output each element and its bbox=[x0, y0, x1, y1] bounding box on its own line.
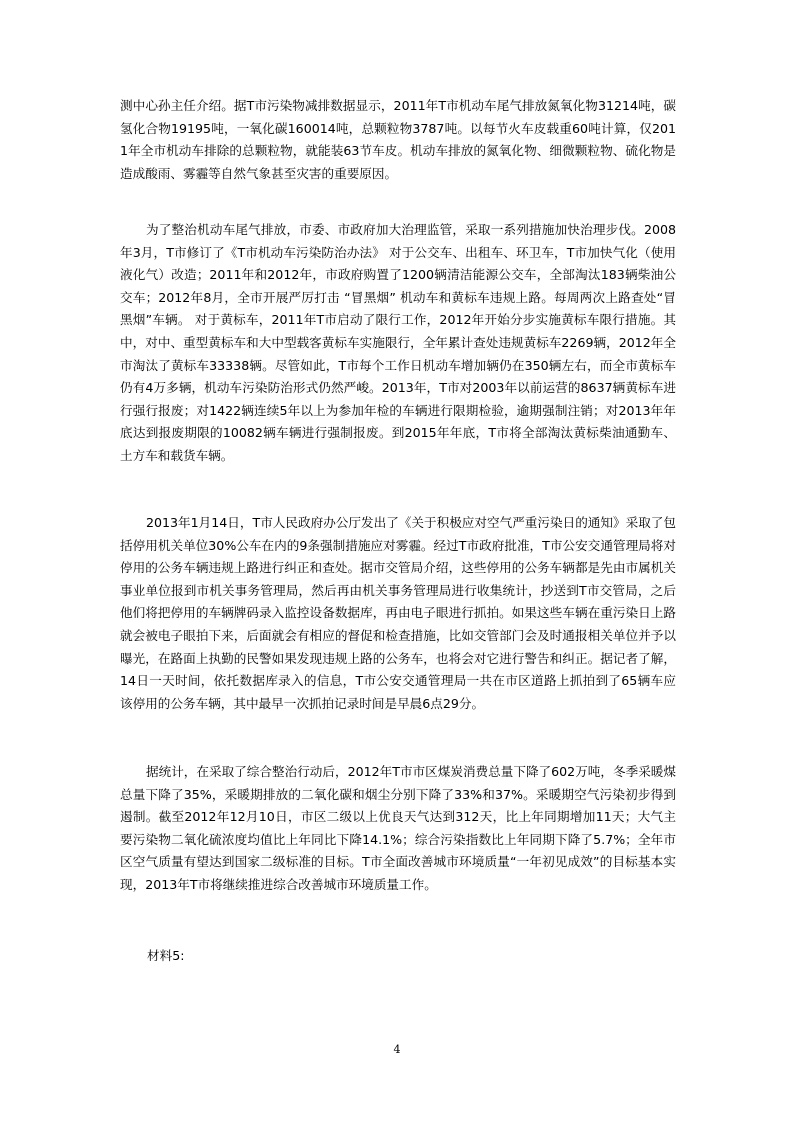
paragraph-official-car-restriction: 2013年1月14日，T市人民政府办公厅发出了《关于积极应对空气严重污染日的通知》采取了包括停用机关单位30%公车在内的9条强制措施应对雾霾。经过T市政府批准，T市公安交通管理局将对停用的公务车辆违规上路进行纠正和查处。据市交管局介绍，这些停用的公务车辆都是先由市属机关事业单位报到市机关事务管理局，然后再由机关事务管理局进行收集统计，抄送到T市交管局，之后他们将把停用的车辆牌码录入监控设备数据库，再由电子眼进行抓拍。如果这些车辆在重污染日上路就会被电子眼拍下来，后面就会有相应的督促和检查措施，比如交管部门会及时通报相关单位并予以曝光，在路面上执勤的民警如果发现违规上路的公务车，也将会对它进行警告和纠正。据记者了解，14日一天时间，依托数据库录入的信息，T市公安交通管理局一共在市区道路上抓拍到了65辆车应该停用的公务车辆，其中最早一次抓拍记录时间是早晨6点29分。 bbox=[120, 515, 676, 711]
paragraph-governance-measures: 为了整治机动车尾气排放，市委、市政府加大治理监管，采取一系列措施加快治理步伐。2008年3月，T市修订了《T市机动车污染防治办法》 对于公交车、出租车、环卫车，T市加快气化（使用液化气）改造；2011年和2012年，市政府购置了1200辆清洁能源公交车，全部淘汰183辆柴油公交车；2012年8月，全市开展严厉打击 “冒黑烟” 机动车和黄标车违规上路。每周两次上路查处“冒黑烟”车辆。 对于黄标车，2011年T市启动了限行工作，2012年开始分步实施黄标车限行措施。其中，对中、重型黄标车和大中型载客黄标车实施限行，全年累计查处违规黄标车2269辆，2012年全市淘汰了黄标车33338辆。尽管如此，T市每个工作日机动车增加辆仍在350辆左右，而全市黄标车仍有4万多辆，机动车污染防治形式仍然严峻。2013年，T市对2003年以前运营的8637辆黄标车进行强行报废；对1422辆连续5年以上为参加年检的车辆进行限期检验，逾期强制注销；对2013年年底达到报废期限的10082辆车辆进行强制报废。到2015年年底，T市将全部淘汰黄标柴油通勤车、土方车和载货车辆。 bbox=[120, 222, 676, 463]
page-number: 4 bbox=[393, 1043, 401, 1056]
paragraph-results-statistics: 据统计，在采取了综合整治行动后，2012年T市市区煤炭消费总量下降了602万吨，冬季采暖煤总量下降了35%，采暖期排放的二氧化碳和烟尘分别下降了33%和37%。采暖期空气污染初步得到遏制。截至2012年12月10日，市区二级以上优良天气达到312天，比上年同期增加11天；大气主要污染物二氧化硫浓度均值比上年同比下降14.1%；综合污染指数比上年同期下降了5.7%；全年市区空气质量有望达到国家二级标准的目标。T市全面改善城市环境质量“一年初见成效”的目标基本实现，2013年T市将继续推进综合改善城市环境质量工作。 bbox=[120, 764, 676, 892]
paragraph-emissions-data: 测中心孙主任介绍。据T市污染物减排数据显示，2011年T市机动车尾气排放氮氧化物31214吨，碳氢化合物19195吨，一氧化碳160014吨，总颗粒物3787吨。以每节火车皮载重60吨计算，仅2011年全市机动车排除的总颗粒物，就能装63节车皮。机动车排放的氮氧化物、细微颗粒物、硫化物是造成酸雨、雾霾等自然气象甚至灾害的重要原因。 bbox=[120, 98, 676, 181]
material-label: 材料5: bbox=[147, 948, 185, 963]
